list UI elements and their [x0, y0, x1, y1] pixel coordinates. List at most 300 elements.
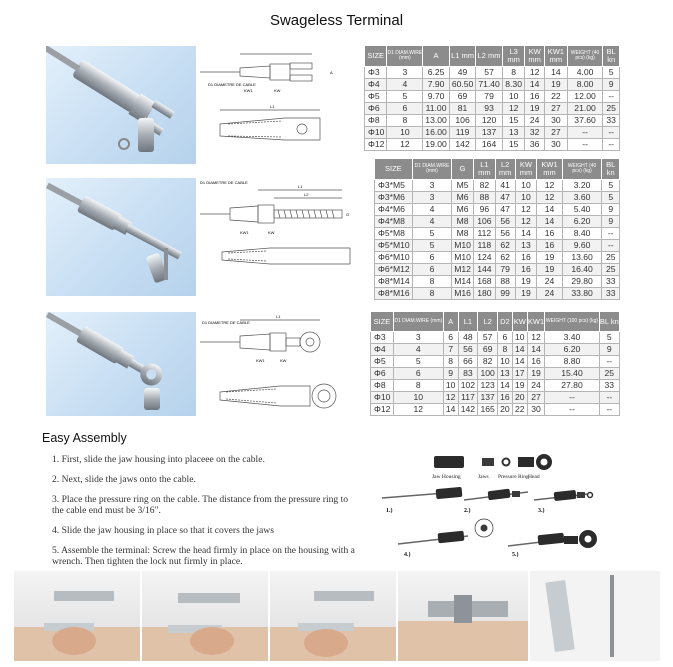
cell: 33.80 [562, 288, 602, 300]
cell: 29.80 [562, 276, 602, 288]
cell: 16 [515, 252, 537, 264]
cell: 14 [537, 216, 562, 228]
cell: 5 [412, 228, 452, 240]
stud-terminal-diagram [200, 174, 356, 298]
fork-spec-table [364, 45, 620, 151]
cell: 12 [537, 180, 562, 192]
kw-label: KW [268, 230, 275, 235]
l1-label: L1 [270, 104, 275, 109]
cell: 14 [498, 380, 513, 392]
cell: Φ6 [365, 103, 387, 115]
cell: 4 [387, 79, 423, 91]
cell: 81 [449, 103, 476, 115]
col-kw: KW [512, 312, 527, 332]
cell: Φ4 [365, 79, 387, 91]
cell: 14 [544, 67, 567, 79]
cell: 19 [515, 276, 537, 288]
cell: 5 [603, 67, 620, 79]
cell: 99 [495, 288, 515, 300]
cell: 15 [502, 115, 525, 127]
cell: -- [599, 356, 619, 368]
cell: Φ8*M16 [375, 288, 413, 300]
cell: 25 [602, 252, 620, 264]
cell: 5.40 [562, 204, 602, 216]
cell: Φ3*M6 [375, 192, 413, 204]
col-d1: D1 DIAM.WIRE (mm) [412, 159, 452, 180]
cell: 62 [495, 252, 515, 264]
col-d1: D1 DIAM.WIRE (mm) [387, 46, 423, 67]
cell: 14 [525, 79, 545, 91]
cell: 9 [602, 204, 620, 216]
col-a: A [423, 46, 450, 67]
cell: 5 [412, 240, 452, 252]
cell: 14 [512, 356, 527, 368]
cell: 27 [527, 392, 545, 404]
table-row [371, 368, 620, 380]
cell: 119 [449, 127, 476, 139]
col-l3: L3 mm [502, 46, 525, 67]
cell: 16 [498, 392, 513, 404]
cell: 19 [537, 252, 562, 264]
table-row [375, 180, 620, 192]
cell: 8.80 [545, 356, 599, 368]
stage-1-label: 1.) [386, 508, 393, 514]
col-l1: L1 mm [449, 46, 476, 67]
cell: 12 [502, 103, 525, 115]
cell: 56 [495, 216, 515, 228]
col-bl: BL kn [603, 46, 620, 67]
cell: 9 [443, 368, 458, 380]
table-row [375, 204, 620, 216]
cell: -- [545, 392, 599, 404]
list-item: 3. Place the pressure ring on the cable. The distance from the pressure ring to the cable end must be 3/16". [52, 494, 349, 516]
cell: 10 [515, 180, 537, 192]
cell: 12.00 [567, 91, 603, 103]
cell: 57 [478, 332, 498, 344]
cell: 6 [498, 332, 513, 344]
cell: 19 [515, 288, 537, 300]
cell: 13.00 [423, 115, 450, 127]
list-item: 1. First, slide the jaw housing into placeee on the cable. [52, 454, 265, 465]
l2-label: L2 [304, 192, 309, 197]
cell: 6 [412, 264, 452, 276]
l1-label: L1 [298, 184, 303, 189]
cell: 6 [393, 368, 443, 380]
assembly-diagram [378, 452, 660, 564]
cell: 25 [603, 103, 620, 115]
cell: M8 [452, 216, 474, 228]
cell: 33 [602, 276, 620, 288]
eye-terminal-image [46, 312, 196, 416]
col-kw: KW mm [515, 159, 537, 180]
cell: 62 [495, 240, 515, 252]
kw1-label: KW1 [244, 88, 253, 93]
cell: 25 [599, 368, 619, 380]
cell: Φ4 [371, 344, 394, 356]
cell: 24 [537, 276, 562, 288]
cell: 12 [515, 216, 537, 228]
cell: 12 [443, 392, 458, 404]
cell: 79 [476, 91, 503, 103]
cell: 19 [512, 380, 527, 392]
cell: M5 [452, 180, 474, 192]
col-weight: WEIGHT (40 pcs) (kg) [567, 46, 603, 67]
stage-3-label: 3.) [538, 508, 545, 514]
cell: 3 [387, 67, 423, 79]
cell: 16 [537, 228, 562, 240]
assembly-photo-3 [270, 571, 397, 661]
cell: 123 [478, 380, 498, 392]
eye-terminal-photo [46, 312, 196, 416]
eye-spec-table [370, 311, 620, 416]
table-row [365, 139, 620, 151]
table-row [365, 127, 620, 139]
table-row [375, 264, 620, 276]
stud-spec-table [374, 158, 620, 300]
cell: 137 [478, 392, 498, 404]
col-weight: WEIGHT (40 pcs) (kg) [562, 159, 602, 180]
cell: 20 [498, 404, 513, 416]
cell: Φ3 [371, 332, 394, 344]
kw-label: KW [274, 88, 281, 93]
cell: 5 [599, 332, 619, 344]
cell: 83 [458, 368, 478, 380]
cell: 102 [458, 380, 478, 392]
col-d2: D2 [498, 312, 513, 332]
cell: 3.20 [562, 180, 602, 192]
stage-5-label: 5.) [512, 552, 519, 558]
cell: 6 [412, 252, 452, 264]
col-size: SIZE [371, 312, 394, 332]
cell: 22 [544, 91, 567, 103]
cell: 8.00 [567, 79, 603, 91]
list-item: 4. Slide the jaw housing in place so that it covers the jaws [52, 525, 274, 536]
g-label: G [346, 212, 350, 217]
cell: 3.60 [562, 192, 602, 204]
cell: 14 [527, 344, 545, 356]
a-label: A [330, 70, 333, 75]
assembly-photo-1 [14, 571, 141, 661]
cell: 25 [602, 264, 620, 276]
cell: 79 [495, 264, 515, 276]
cell: Φ6*M12 [375, 264, 413, 276]
parts-row [434, 454, 552, 470]
cell: 19 [525, 103, 545, 115]
table-row [375, 276, 620, 288]
cell: 10 [515, 192, 537, 204]
fork-terminal-image [46, 46, 196, 164]
cell: 4 [393, 344, 443, 356]
cell: Φ6*M10 [375, 252, 413, 264]
list-item: 2. Next, slide the jaws onto the cable. [52, 474, 196, 485]
cell: 8 [412, 288, 452, 300]
cell: 56 [495, 228, 515, 240]
cell: 57 [476, 67, 503, 79]
cell: M16 [452, 288, 474, 300]
table-row [365, 91, 620, 103]
cell: -- [545, 404, 599, 416]
cell: 56 [458, 344, 478, 356]
cell: 6.20 [562, 216, 602, 228]
cell: 9 [603, 79, 620, 91]
cell: 168 [473, 276, 495, 288]
cell: 118 [473, 240, 495, 252]
cell: Φ5*M10 [375, 240, 413, 252]
cell: Φ3 [365, 67, 387, 79]
stud-terminal-photo [46, 178, 196, 296]
col-l1: L1 mm [473, 159, 495, 180]
col-l2: L2 [478, 312, 498, 332]
table-row [371, 356, 620, 368]
table-row [371, 344, 620, 356]
cell: 6 [387, 103, 423, 115]
cell: -- [599, 404, 619, 416]
cell: 8 [498, 344, 513, 356]
cell: 106 [449, 115, 476, 127]
cell: 10 [512, 332, 527, 344]
cell: 12 [527, 332, 545, 344]
cell: 24 [537, 288, 562, 300]
cell: 16.40 [562, 264, 602, 276]
cell: 3 [412, 180, 452, 192]
cell: 19 [537, 264, 562, 276]
assembly-photo-2 [142, 571, 269, 661]
col-kw1: KW1 mm [544, 46, 567, 67]
cell: 60.50 [449, 79, 476, 91]
cell: 117 [458, 392, 478, 404]
col-kw1: KW1 [527, 312, 545, 332]
cell: 142 [458, 404, 478, 416]
table-row [365, 79, 620, 91]
assembly-photo-4 [398, 571, 529, 661]
cell: 12 [525, 67, 545, 79]
table-row [365, 115, 620, 127]
cell: 16.00 [423, 127, 450, 139]
cell: 19.00 [423, 139, 450, 151]
assembly-steps [52, 454, 362, 576]
cell: 9 [599, 344, 619, 356]
cell: 8.40 [562, 228, 602, 240]
cell: 4 [412, 216, 452, 228]
cell: 24 [525, 115, 545, 127]
cell: M6 [452, 192, 474, 204]
cell: M10 [452, 240, 474, 252]
cell: Φ4*M8 [375, 216, 413, 228]
cell: 22 [512, 404, 527, 416]
cell: 8 [412, 276, 452, 288]
cell: 12 [537, 192, 562, 204]
cell: Φ12 [371, 404, 394, 416]
cell: Φ8 [365, 115, 387, 127]
cell: 27 [544, 103, 567, 115]
cell: 124 [473, 252, 495, 264]
cell: 82 [478, 356, 498, 368]
cell: 41 [495, 180, 515, 192]
cell: 10 [387, 127, 423, 139]
table-row [371, 380, 620, 392]
col-weight: WEIGHT (100 pcs) (kg) [545, 312, 599, 332]
cell: 32 [525, 127, 545, 139]
cell: M6 [452, 204, 474, 216]
d1-label: D1 DIAMETRE DE CABLE [208, 82, 256, 87]
kw1-label: KW1 [240, 230, 249, 235]
cell: 14 [537, 204, 562, 216]
cell: 33 [599, 380, 619, 392]
cell: 47 [495, 192, 515, 204]
table-header-row [375, 159, 620, 180]
cell: 16 [515, 264, 537, 276]
part-label-jaws: Jaws [478, 474, 489, 480]
cell: Φ10 [371, 392, 394, 404]
cell: 30 [544, 115, 567, 127]
cell: 27.80 [545, 380, 599, 392]
cell: Φ4*M6 [375, 204, 413, 216]
cell: 71.40 [476, 79, 503, 91]
cell: 8 [393, 380, 443, 392]
cell: 12 [393, 404, 443, 416]
cell: 88 [473, 192, 495, 204]
cell: 144 [473, 264, 495, 276]
l1-label: L1 [276, 314, 281, 319]
part-label-jaw-housing: Jaw Housing [432, 474, 461, 480]
table-header-row [371, 312, 620, 332]
stage-2-label: 2.) [464, 508, 471, 514]
fork-terminal-diagram [200, 44, 358, 166]
cell: 16 [527, 356, 545, 368]
cell: -- [602, 228, 620, 240]
cell: Φ12 [365, 139, 387, 151]
table-row [365, 67, 620, 79]
d1-label: D1 DIAMETRE DE CABLE [200, 180, 248, 185]
cell: -- [567, 127, 603, 139]
cell: 11.00 [423, 103, 450, 115]
cell: 14 [512, 344, 527, 356]
cell: 7.90 [423, 79, 450, 91]
cell: 9 [602, 216, 620, 228]
cell: M10 [452, 252, 474, 264]
cell: 5 [602, 192, 620, 204]
page-title: Swageless Terminal [269, 12, 404, 29]
cell: 8 [387, 115, 423, 127]
cell: 69 [449, 91, 476, 103]
part-label-pressure-ring: Pressure Ring [498, 474, 529, 480]
cell: Φ5 [371, 356, 394, 368]
table-row [375, 252, 620, 264]
cell: 15 [502, 139, 525, 151]
cell: 165 [478, 404, 498, 416]
cell: 14 [443, 404, 458, 416]
cell: 106 [473, 216, 495, 228]
col-bl: BL kn [599, 312, 619, 332]
cell: 7 [443, 344, 458, 356]
cell: 13.60 [562, 252, 602, 264]
cell: 33 [602, 288, 620, 300]
cell: 12 [387, 139, 423, 151]
cell: -- [567, 139, 603, 151]
cell: -- [603, 127, 620, 139]
cell: 15.40 [545, 368, 599, 380]
eye-terminal-diagram [200, 310, 360, 428]
cell: 5 [393, 356, 443, 368]
cell: 96 [473, 204, 495, 216]
stage-4-label: 4.) [404, 552, 411, 558]
cell: 137 [476, 127, 503, 139]
cell: 3.40 [545, 332, 599, 344]
col-d1: D1 DIAM.WIRE (mm) [393, 312, 443, 332]
cell: 66 [458, 356, 478, 368]
cell: 8.30 [502, 79, 525, 91]
cell: 10 [498, 356, 513, 368]
cell: 9.70 [423, 91, 450, 103]
stud-terminal-image [46, 178, 196, 296]
cell: 120 [476, 115, 503, 127]
cell: 33 [603, 115, 620, 127]
cell: 12 [515, 204, 537, 216]
cell: 13 [502, 127, 525, 139]
cell: 164 [476, 139, 503, 151]
col-kw1: KW1 mm [537, 159, 562, 180]
cell: M8 [452, 228, 474, 240]
table-row [375, 240, 620, 252]
cell: Φ5*M8 [375, 228, 413, 240]
cell: 14 [515, 228, 537, 240]
col-l2: L2 mm [476, 46, 503, 67]
col-l1: L1 [458, 312, 478, 332]
cell: 4.00 [567, 67, 603, 79]
cell: 13 [515, 240, 537, 252]
assembly-title: Easy Assembly [42, 431, 127, 445]
cell: Φ8 [371, 380, 394, 392]
cell: 47 [495, 204, 515, 216]
cell: Φ10 [365, 127, 387, 139]
table-row [371, 404, 620, 416]
col-kw: KW mm [525, 46, 545, 67]
cell: 8 [502, 67, 525, 79]
cell: -- [603, 91, 620, 103]
d1-label: D1 DIAMETRE DE CABLE [202, 320, 250, 325]
cell: 5 [602, 180, 620, 192]
cell: 30 [527, 404, 545, 416]
cell: 36 [525, 139, 545, 151]
fork-terminal-photo [46, 46, 196, 164]
col-g: G [452, 159, 474, 180]
cell: 48 [458, 332, 478, 344]
table-header-row [365, 46, 620, 67]
cell: 82 [473, 180, 495, 192]
table-row [371, 332, 620, 344]
cell: 24 [527, 380, 545, 392]
col-size: SIZE [375, 159, 413, 180]
cell: 19 [527, 368, 545, 380]
cell: -- [602, 240, 620, 252]
cell: 9.60 [562, 240, 602, 252]
assembly-photo-5 [530, 571, 661, 661]
cell: -- [603, 139, 620, 151]
cell: 6.20 [545, 344, 599, 356]
cell: 17 [512, 368, 527, 380]
cell: Φ3*M5 [375, 180, 413, 192]
table-row [371, 392, 620, 404]
cell: 10 [393, 392, 443, 404]
cell: 112 [473, 228, 495, 240]
col-l2: L2 mm [495, 159, 515, 180]
cell: 93 [476, 103, 503, 115]
cell: 180 [473, 288, 495, 300]
cell: Φ8*M14 [375, 276, 413, 288]
kw-label: KW [280, 358, 287, 363]
col-a: A [443, 312, 458, 332]
cell: -- [599, 392, 619, 404]
